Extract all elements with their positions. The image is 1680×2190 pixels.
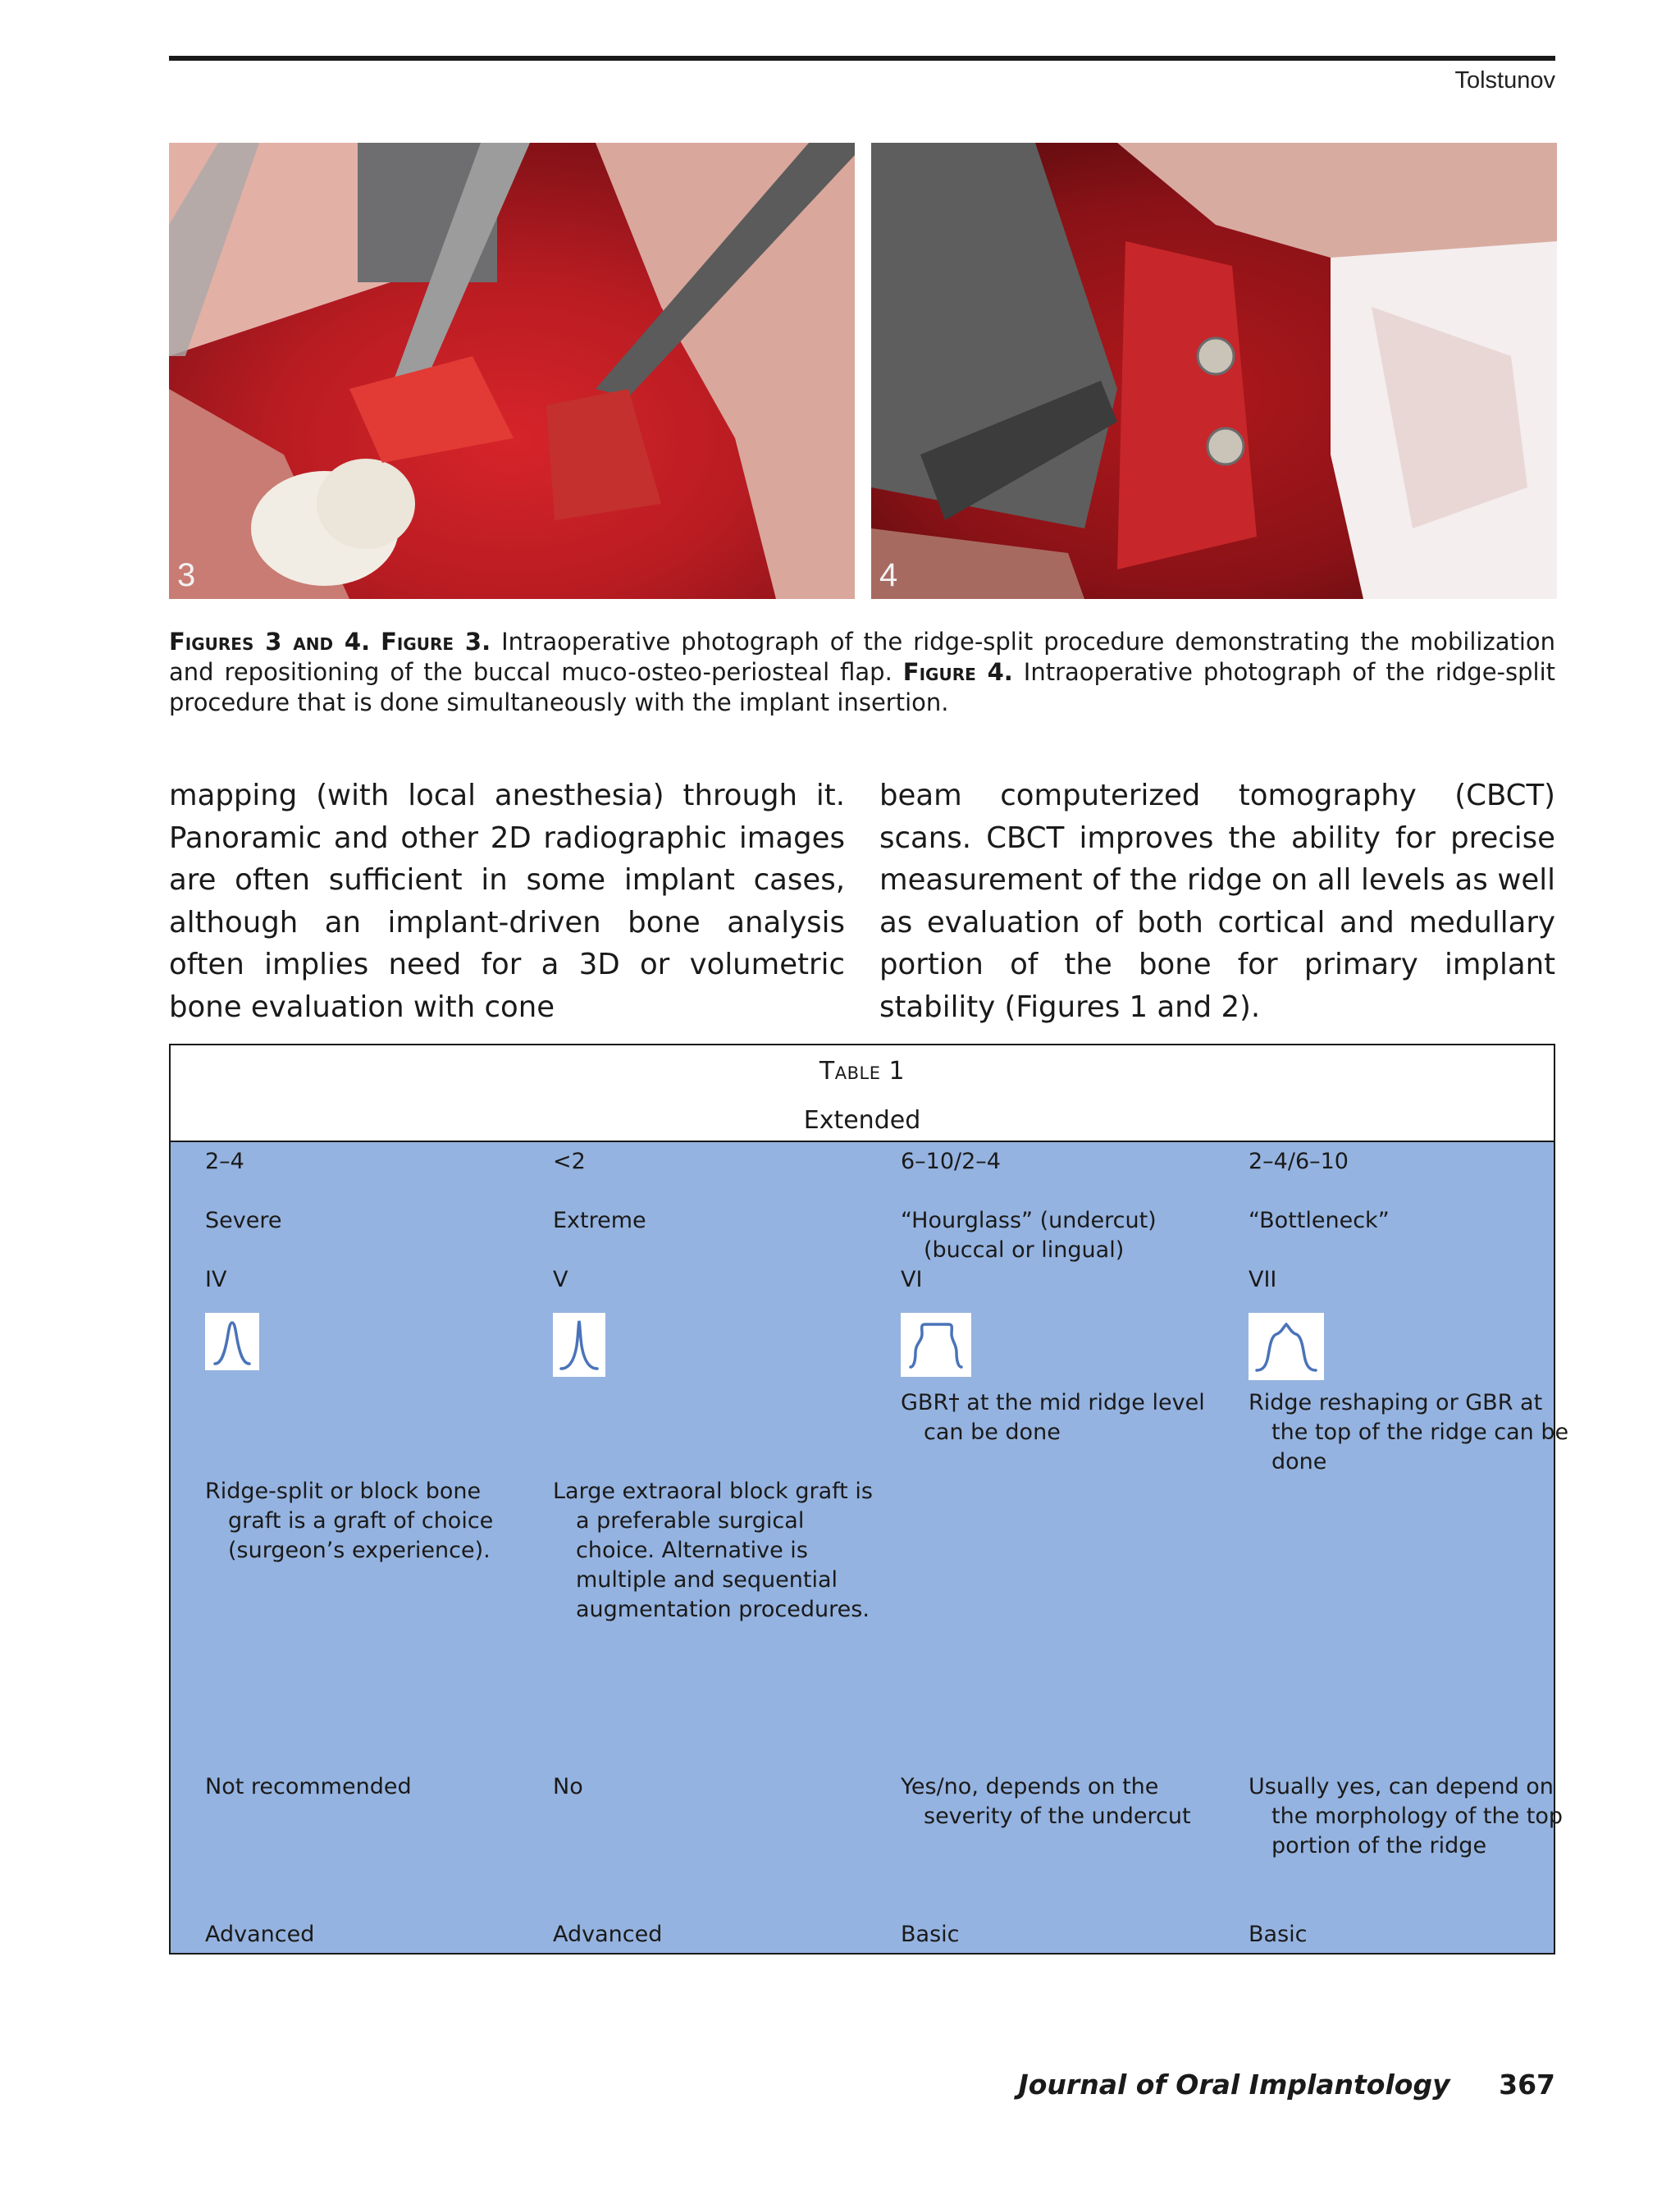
table-header — [171, 1045, 1554, 1142]
caption-fig4-text: Intraoperative photograph of the ridge-split procedure that is done simultaneously with the implant insertion. — [169, 658, 1556, 716]
difficulty-level-cell: Basic — [1249, 1922, 1308, 1947]
caption-fig4-label: Figure 4. — [902, 658, 1013, 686]
figure-4-photo — [871, 143, 1557, 599]
table-1 — [169, 1044, 1569, 1955]
implant-placement-cell: Not recommended — [205, 1774, 412, 1799]
table-title: Table 1 — [819, 1057, 906, 1086]
narrow-ridge-profile-icon — [205, 1313, 259, 1370]
ridge-width-cell: 2–4 — [205, 1149, 244, 1174]
surgical-treatment-cell: Ridge-split or block bone graft is a graft of choice (surgeon’s experience). — [205, 1479, 494, 1563]
difficulty-level-cell: Advanced — [553, 1922, 663, 1947]
surgical-treatment-cell: Large extraoral block graft is a preferable surgical choice. Alternative is multiple and sequential augmentation procedures. — [553, 1479, 873, 1622]
page-number: 367 — [1499, 2069, 1555, 2101]
bottleneck-ridge-profile-icon — [1249, 1313, 1324, 1380]
gbr-note-cell: Ridge reshaping or GBR at the top of the ridge can be done — [1249, 1390, 1569, 1474]
figure-3-photo — [169, 143, 855, 599]
class-cell: IV — [205, 1267, 227, 1292]
page-footer — [1018, 2069, 1555, 2101]
body-text-right-column: beam computerized tomography (CBCT) scans. CBCT improves the ability for precise measurement of the ridge on all levels as well as evaluation of both cortical and medullary portion of the bone for primary implant stability (Figures 1 and 2). — [879, 779, 1555, 1024]
table-body — [171, 1142, 1569, 1953]
implant-placement-cell: Yes/no, depends on the severity of the undercut — [901, 1774, 1191, 1829]
implant-placement-cell: Usually yes, can depend on the morphology of the top portion of the ridge — [1249, 1774, 1564, 1859]
running-head: Tolstunov — [1454, 67, 1555, 94]
severity-cell: “Bottleneck” — [1249, 1208, 1390, 1233]
hourglass-ridge-profile-icon — [901, 1313, 971, 1377]
table-subtitle: Extended — [803, 1106, 921, 1135]
caption-fig3-label: Figure 3. — [381, 628, 491, 656]
class-cell: VI — [901, 1267, 923, 1292]
class-cell: V — [553, 1267, 568, 1292]
severity-cell: “Hourglass” (undercut) (buccal or lingual) — [901, 1208, 1157, 1263]
ridge-width-cell: 2–4/6–10 — [1249, 1149, 1349, 1174]
implant-placement-cell: No — [553, 1774, 583, 1799]
figure-3-number: 3 — [177, 557, 196, 593]
caption-lead: Figures 3 and 4. — [169, 628, 371, 656]
figure-4-number: 4 — [879, 557, 898, 593]
class-cell: VII — [1249, 1267, 1277, 1292]
severity-cell: Severe — [205, 1208, 282, 1233]
top-rule — [169, 56, 1555, 61]
journal-name: Journal of Oral Implantology — [1018, 2069, 1450, 2101]
ridge-width-cell: <2 — [553, 1149, 586, 1174]
figure-caption — [169, 627, 1555, 718]
caption-fig3-text: Intraoperative photograph of the ridge-split procedure demonstrating the mobilization and repositioning of the buccal muco-osteo-periosteal flap. — [169, 628, 1556, 686]
severity-cell: Extreme — [553, 1208, 646, 1233]
ridge-width-cell: 6–10/2–4 — [901, 1149, 1001, 1174]
difficulty-level-cell: Advanced — [205, 1922, 315, 1947]
knife-edge-ridge-profile-icon — [553, 1313, 605, 1377]
difficulty-level-cell: Basic — [901, 1922, 960, 1947]
body-text-left-column: mapping (with local anesthesia) through it. Panoramic and other 2D radiographic images are often sufficient in some implant cases, although an implant-driven bone analysis often implies need for a 3D or volumetric bone evaluation with cone — [169, 779, 845, 1024]
gbr-note-cell: GBR† at the mid ridge level can be done — [901, 1390, 1205, 1445]
